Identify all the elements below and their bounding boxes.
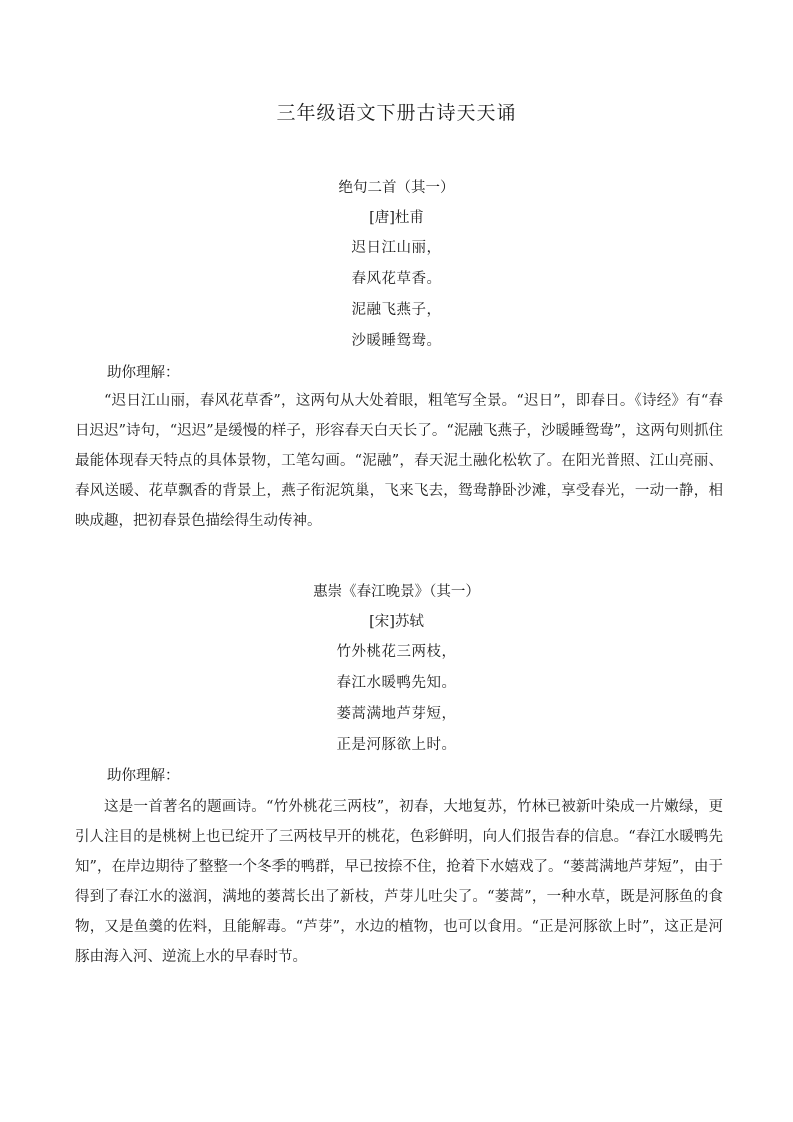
explanation-paragraph: “迟日江山丽，春风花草香”，这两句从大处着眼，粗笔写全景。“迟日”，即春日。《诗经》有“春日迟迟”诗句，“迟迟”是缓慢的样子，形容春天白天长了。“泥融飞燕子，沙暖睡鸳鸯”，这两句则抓住最能体现春天特点的具体景物，工笔勾画。“泥融”，春天泥土融化松软了。在阳光普照、江山亮丽、春风送暖、花草飘香的背景上，燕子衔泥筑巢，飞来飞去，鸳鸯静卧沙滩，享受春光，一动一静，相映成趣，把初春景色描绘得生动传神。 <box>75 393 723 529</box>
poem-line: 沙暖睡鸳鸯。 <box>351 333 442 349</box>
poem-section-1 <box>0 173 793 357</box>
explanation-paragraph: 这是一首著名的题画诗。“竹外桃花三两枝”，初春，大地复苏，竹林已被新叶染成一片嫩绿，更引人注目的是桃树上也已绽开了三两枝早开的桃花，色彩鲜明，向人们报告春的信息。“春江水暖鸭先知”，在岸边期待了整整一个冬季的鸭群，早已按捺不住，抢着下水嬉戏了。“蒌蒿满地芦芽短”，由于得到了春江水的滋润，满地的蒌蒿长出了新枝，芦芽儿吐尖了。“蒌蒿”，一种水草，既是河豚鱼的食物，又是鱼羹的佐料，且能解毒。“芦芽”，水边的植物，也可以食用。“正是河豚欲上时”，这正是河豚由海入河、逆流上水的早春时节。 <box>75 799 723 965</box>
help-label: 助你理解： <box>107 365 180 381</box>
poem-author: [唐]杜甫 <box>369 210 424 226</box>
poem-line: 迟日江山丽， <box>351 240 442 256</box>
poem-line: 竹外桃花三两枝， <box>336 644 457 660</box>
poem-section-2 <box>0 577 793 761</box>
poem-title: 惠崇《春江晚景》（其一） <box>313 584 480 600</box>
page-title: 三年级语文下册古诗天天诵 <box>276 102 517 124</box>
poem-author: [宋]苏轼 <box>369 614 424 630</box>
poem-title: 绝句二首（其一） <box>338 180 455 196</box>
poem-line: 春风花草香。 <box>351 271 442 287</box>
poem-line: 正是河豚欲上时。 <box>336 737 457 753</box>
poem-line: 蒌蒿满地芦芽短， <box>336 706 457 722</box>
help-label: 助你理解： <box>107 768 180 784</box>
poem-line: 泥融飞燕子， <box>351 302 442 318</box>
poem-line: 春江水暖鸭先知。 <box>336 675 457 691</box>
